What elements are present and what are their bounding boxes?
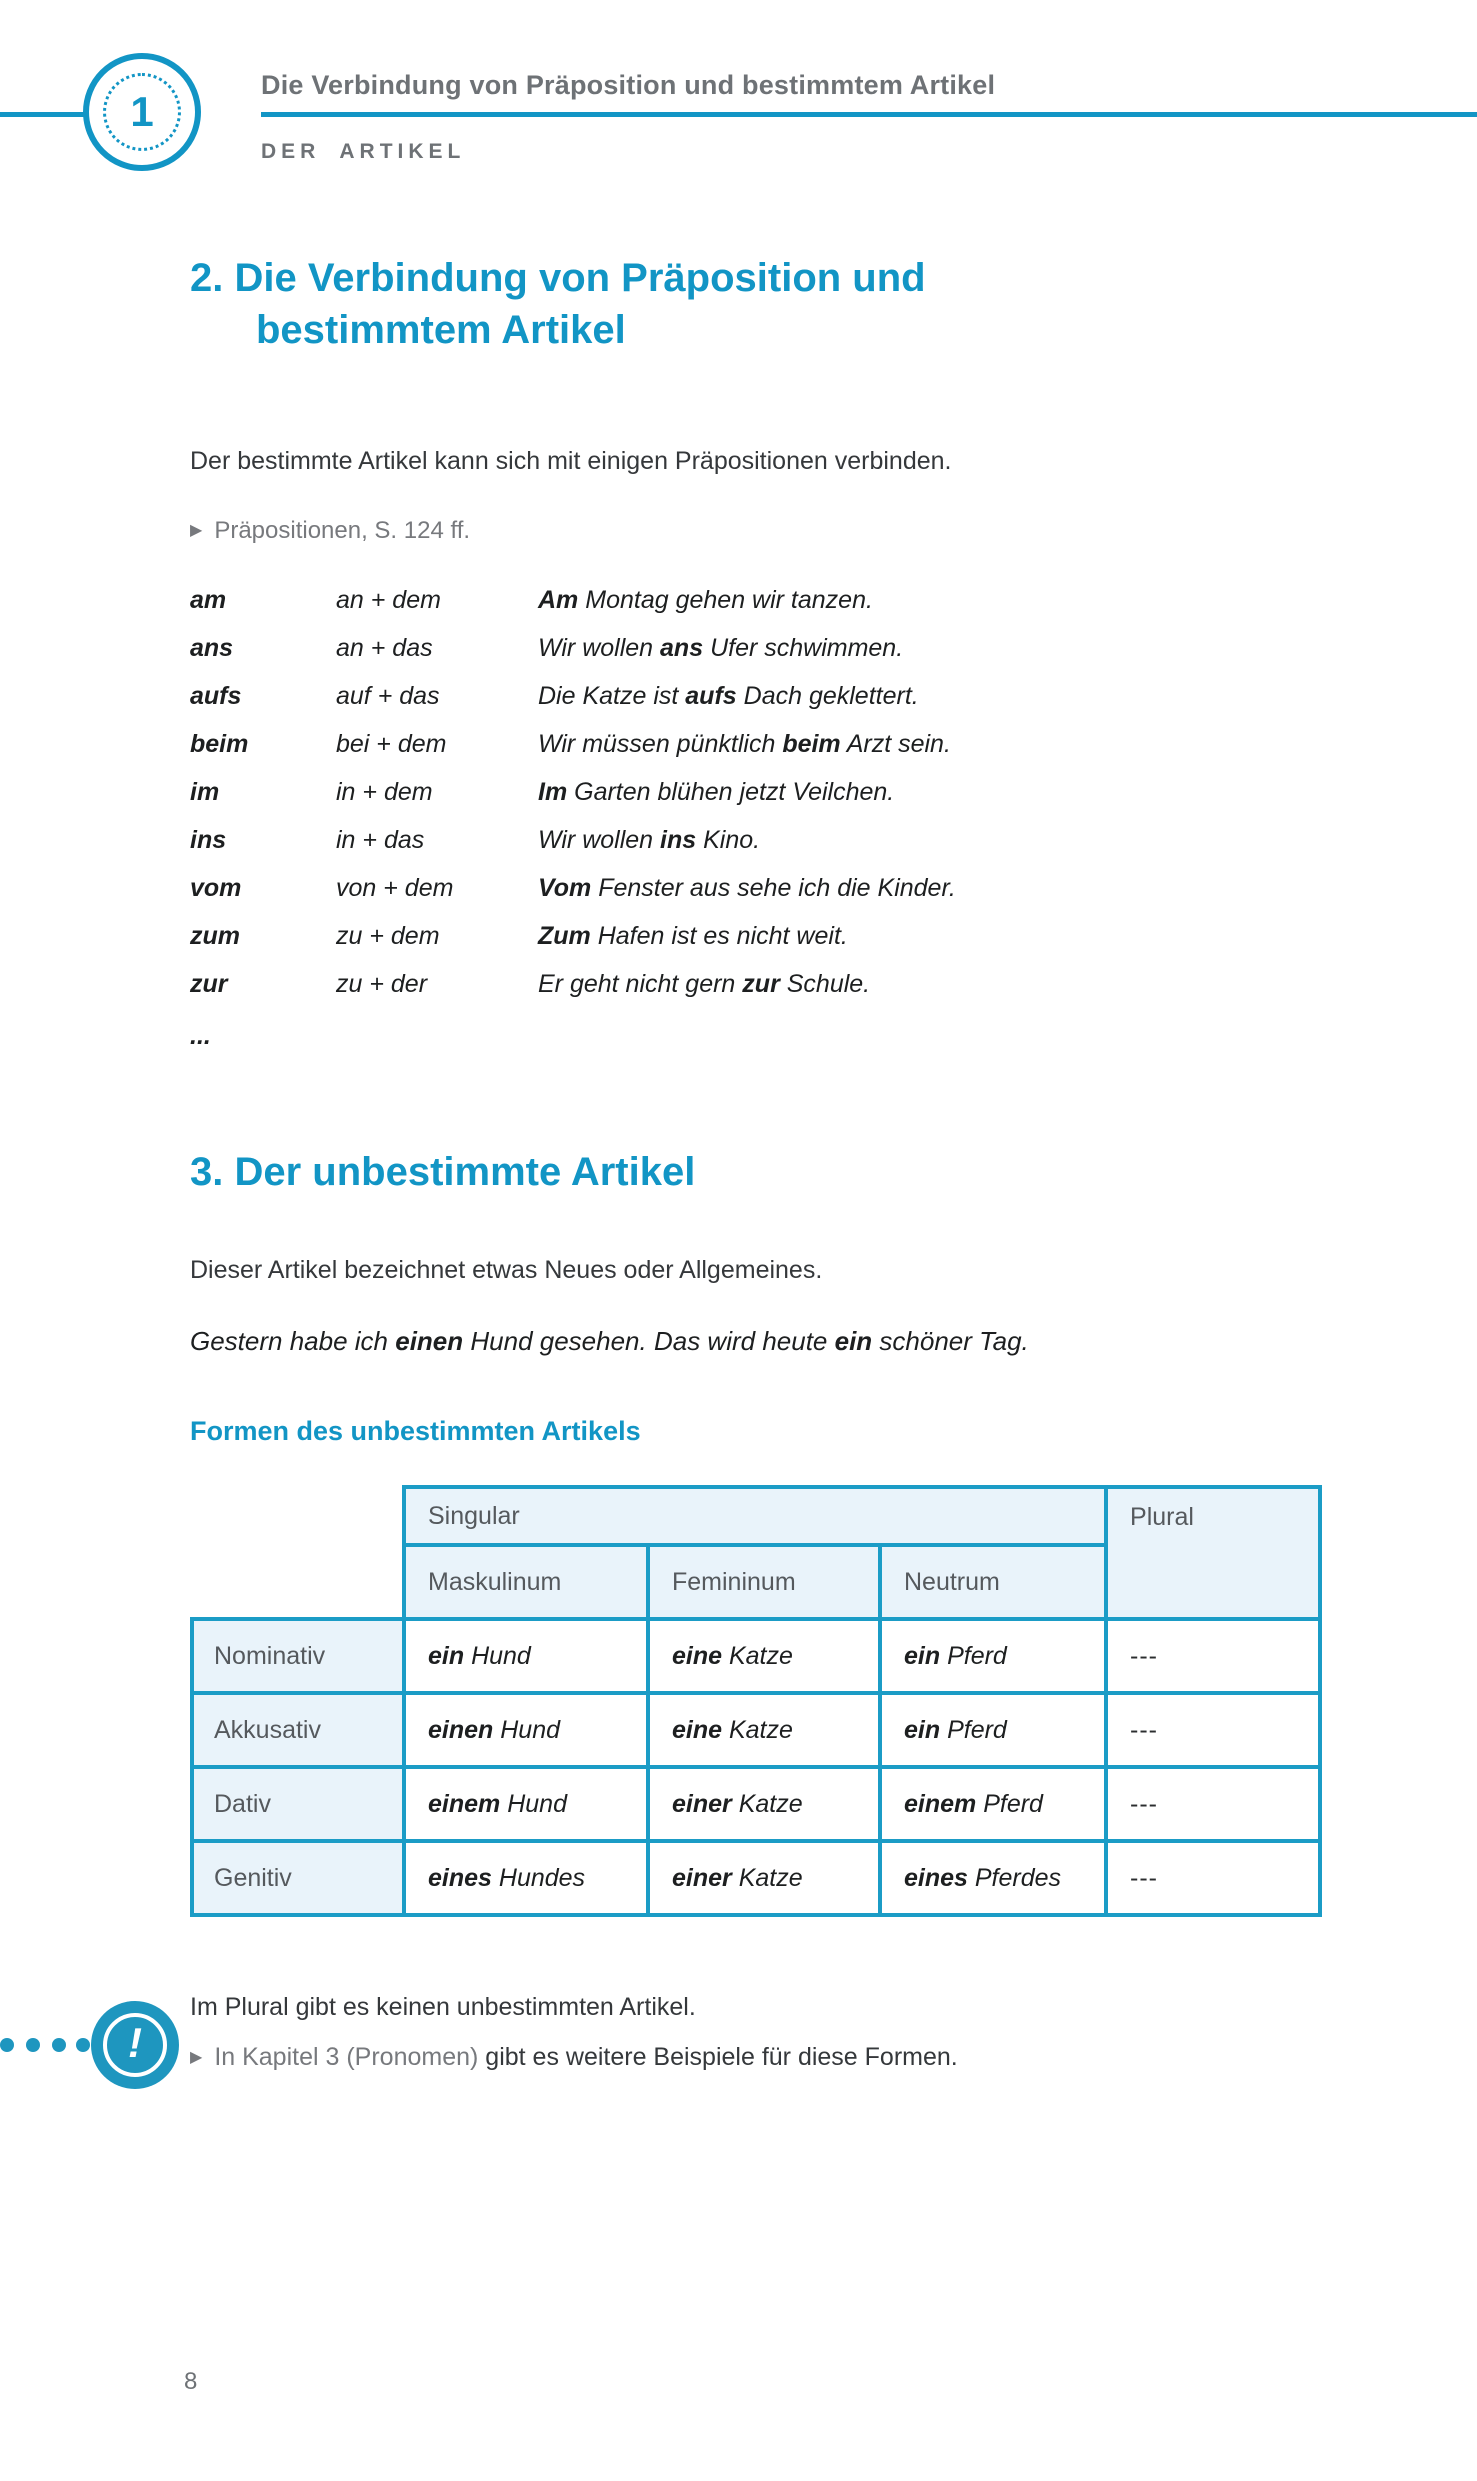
note-block xyxy=(190,1993,958,2093)
chapter-number: 1 xyxy=(130,88,154,135)
triangle-right-icon: ▶ xyxy=(190,522,203,539)
note-line-2-rest: gibt es weitere Beispiele für diese Formen. xyxy=(478,2043,958,2071)
contraction-row xyxy=(190,874,956,922)
table-row-label: Dativ xyxy=(192,1767,404,1841)
note-line-2 xyxy=(190,2043,958,2093)
table-cell: ein Hund xyxy=(404,1619,648,1693)
table-cell: ein Pferd xyxy=(880,1693,1106,1767)
section-2-intro: Der bestimmte Artikel kann sich mit einigen Präpositionen verbinden. xyxy=(190,447,952,475)
alert-icon-ring xyxy=(103,2013,167,2077)
table-cell: einen Hund xyxy=(404,1693,648,1767)
table-cell-plural: --- xyxy=(1106,1693,1320,1767)
left-edge-rule xyxy=(0,112,90,117)
contraction-form: am xyxy=(190,586,227,614)
table-row xyxy=(192,1841,1320,1915)
contraction-example: Wir wollen ins Kino. xyxy=(538,826,761,854)
section-2-heading-line-1: 2. Die Verbindung von Präposition und xyxy=(190,256,926,300)
table-header-neutrum: Neutrum xyxy=(880,1545,1106,1619)
table-header-maskulinum: Maskulinum xyxy=(404,1545,648,1619)
section-3-intro: Dieser Artikel bezeichnet etwas Neues oder Allgemeines. xyxy=(190,1256,823,1284)
table-cell-plural: --- xyxy=(1106,1767,1320,1841)
contraction-row xyxy=(190,778,956,826)
contraction-expansion: zu + dem xyxy=(336,922,440,950)
table-row-label: Akkusativ xyxy=(192,1693,404,1767)
table-cell: eine Katze xyxy=(648,1619,880,1693)
contraction-row xyxy=(190,922,956,970)
contraction-expansion: zu + der xyxy=(336,970,428,998)
table-cell-plural: --- xyxy=(1106,1841,1320,1915)
table-header-plural: Plural xyxy=(1106,1487,1320,1619)
running-header-subtitle: DER ARTIKEL xyxy=(261,140,466,163)
dotted-leader-dot xyxy=(26,2038,40,2052)
table-blank-cell xyxy=(192,1545,404,1619)
list-ellipsis: ... xyxy=(190,1022,211,1050)
table-cell: einem Pferd xyxy=(880,1767,1106,1841)
contraction-form: zum xyxy=(190,922,240,950)
contraction-example: Im Garten blühen jetzt Veilchen. xyxy=(538,778,895,806)
dotted-leader-dot xyxy=(52,2038,66,2052)
contraction-row xyxy=(190,682,956,730)
cross-reference-text: Präpositionen, S. 124 ff. xyxy=(214,517,471,544)
contraction-form: beim xyxy=(190,730,249,758)
table-row xyxy=(192,1767,1320,1841)
contraction-row xyxy=(190,730,956,778)
header-rule xyxy=(261,112,1477,117)
table-row-label: Genitiv xyxy=(192,1841,404,1915)
section-3-heading: 3. Der unbestimmte Artikel xyxy=(190,1150,696,1194)
table-cell: eines Hundes xyxy=(404,1841,648,1915)
contraction-example: Wir müssen pünktlich beim Arzt sein. xyxy=(538,730,951,758)
contraction-row xyxy=(190,826,956,874)
running-header-title: Die Verbindung von Präposition und bestimmtem Artikel xyxy=(261,70,996,100)
table-cell: einer Katze xyxy=(648,1767,880,1841)
contraction-expansion: von + dem xyxy=(336,874,454,902)
table-blank-cell xyxy=(192,1487,404,1545)
table-cell: einer Katze xyxy=(648,1841,880,1915)
contraction-form: ans xyxy=(190,634,234,662)
table-cell: eines Pferdes xyxy=(880,1841,1106,1915)
table-cell: eine Katze xyxy=(648,1693,880,1767)
contraction-form: ins xyxy=(190,826,227,854)
contraction-list xyxy=(190,586,956,1051)
contraction-expansion: in + das xyxy=(336,826,425,854)
contraction-example: Vom Fenster aus sehe ich die Kinder. xyxy=(538,874,956,902)
dotted-leader-dot xyxy=(76,2038,90,2052)
contraction-row xyxy=(190,970,956,1018)
contraction-example: Am Montag gehen wir tanzen. xyxy=(538,586,873,614)
contraction-expansion: an + dem xyxy=(336,586,441,614)
alert-icon xyxy=(91,2001,179,2089)
contraction-form: vom xyxy=(190,874,242,902)
note-cross-reference: In Kapitel 3 (Pronomen) xyxy=(214,2043,479,2071)
cross-reference-praepositionen xyxy=(190,517,470,545)
contraction-form: zur xyxy=(190,970,228,998)
forms-table-title: Formen des unbestimmten Artikels xyxy=(190,1416,641,1446)
contraction-row xyxy=(190,634,956,682)
contraction-expansion: an + das xyxy=(336,634,433,662)
contraction-row xyxy=(190,586,956,634)
chapter-badge-dotted-ring xyxy=(103,73,181,151)
table-row xyxy=(192,1619,1320,1693)
contraction-example: Die Katze ist aufs Dach geklettert. xyxy=(538,682,919,710)
table-row xyxy=(192,1693,1320,1767)
contraction-expansion: in + dem xyxy=(336,778,433,806)
contraction-form: im xyxy=(190,778,220,806)
contraction-example: Wir wollen ans Ufer schwimmen. xyxy=(538,634,904,662)
section-3-example-sentence: Gestern habe ich einen Hund gesehen. Das wird heute ein schöner Tag. xyxy=(190,1326,1029,1356)
table-cell: einem Hund xyxy=(404,1767,648,1841)
contraction-expansion: auf + das xyxy=(336,682,440,710)
dotted-leader-dot xyxy=(0,2038,14,2052)
table-row-label: Nominativ xyxy=(192,1619,404,1693)
table-header-femininum: Femininum xyxy=(648,1545,880,1619)
contraction-example: Zum Hafen ist es nicht weit. xyxy=(538,922,848,950)
indefinite-article-table xyxy=(190,1485,1322,1917)
table-header-singular: Singular xyxy=(404,1487,1106,1545)
chapter-badge xyxy=(83,53,201,171)
table-cell-plural: --- xyxy=(1106,1619,1320,1693)
exclamation-glyph: ! xyxy=(128,2019,142,2066)
page-number: 8 xyxy=(184,2368,198,2395)
contraction-form: aufs xyxy=(190,682,242,710)
contraction-expansion: bei + dem xyxy=(336,730,447,758)
section-2-heading-line-2: bestimmtem Artikel xyxy=(256,308,626,352)
triangle-right-icon: ▶ xyxy=(190,2049,203,2066)
note-line-1: Im Plural gibt es keinen unbestimmten Artikel. xyxy=(190,1993,696,2021)
table-cell: ein Pferd xyxy=(880,1619,1106,1693)
section-2-heading xyxy=(190,252,926,356)
contraction-example: Er geht nicht gern zur Schule. xyxy=(538,970,871,998)
